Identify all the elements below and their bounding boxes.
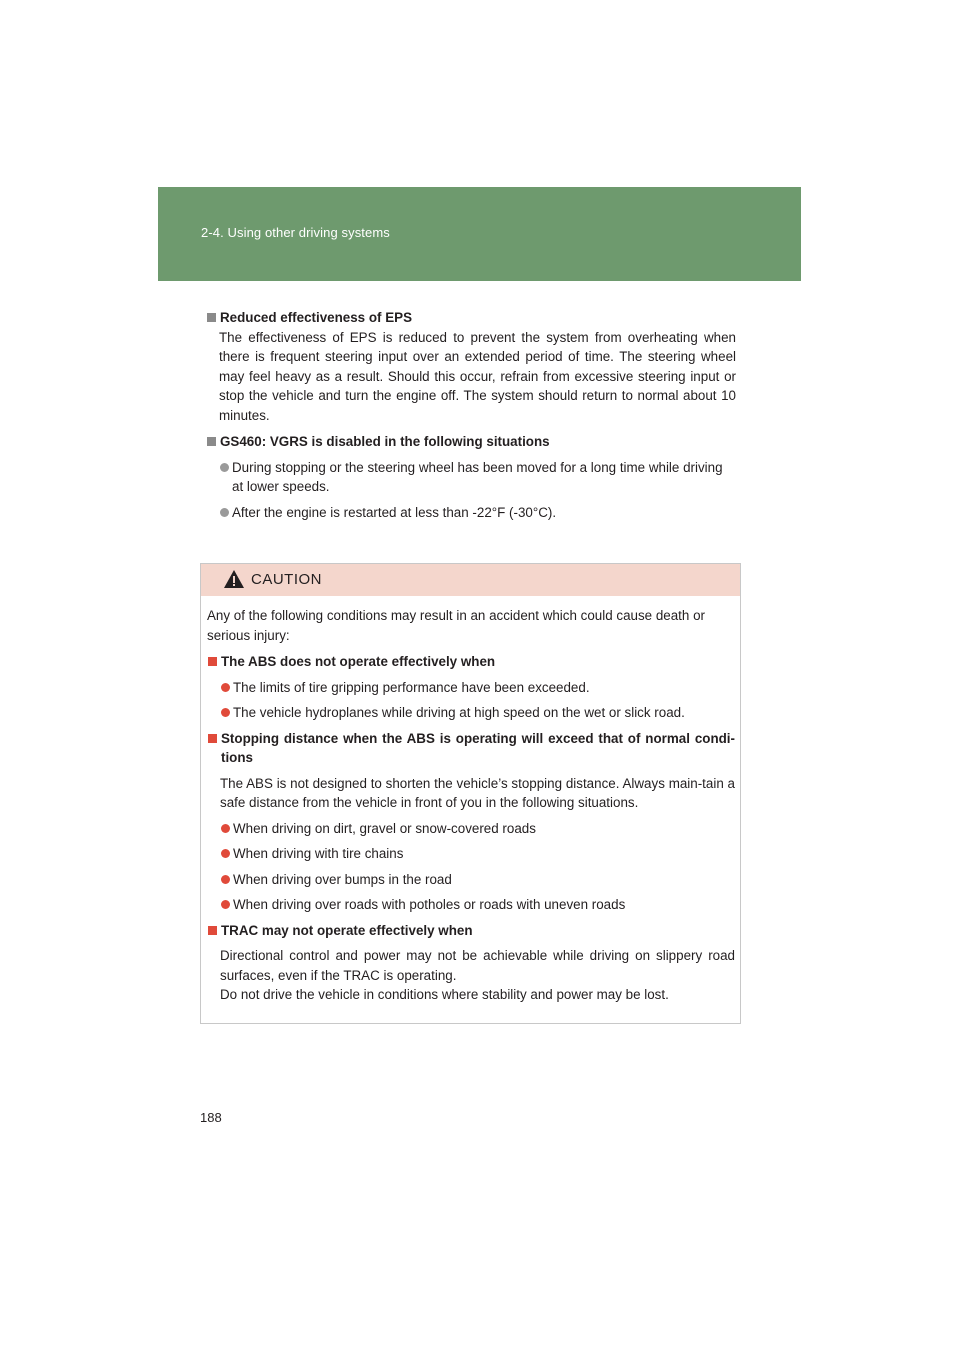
section-heading: GS460: VGRS is disabled in the following situations (206, 432, 736, 452)
square-bullet-icon (208, 657, 217, 666)
circle-bullet-icon (221, 900, 230, 909)
list-item: When driving with tire chains (220, 844, 735, 864)
section-eps (206, 308, 736, 425)
list-item: The limits of tire gripping performance have been exceeded. (220, 678, 735, 698)
main-content (206, 308, 736, 529)
circle-bullet-icon (221, 849, 230, 858)
list-item: When driving on dirt, gravel or snow-covered roads (220, 819, 735, 839)
caution-paragraph: The ABS is not designed to shorten the vehicle’s stopping distance. Always main-tain a safe distance from the vehicle in front of you in the following situations. (220, 775, 735, 810)
square-bullet-icon (207, 313, 216, 322)
section-heading: Reduced effectiveness of EPS (206, 308, 736, 328)
circle-bullet-icon (221, 683, 230, 692)
circle-bullet-icon (220, 463, 229, 472)
caution-label: CAUTION (251, 571, 322, 588)
caution-heading: TRAC may not operate effectively when (207, 921, 735, 941)
caution-body (207, 606, 735, 1011)
list-item: During stopping or the steering wheel has been moved for a long time while driving at lower speeds. (219, 458, 736, 497)
square-bullet-icon (208, 926, 217, 935)
caution-intro: Any of the following conditions may result in an accident which could cause death or serious injury: (207, 608, 705, 643)
caution-box (200, 563, 741, 1024)
section-paragraph: The effectiveness of EPS is reduced to prevent the system from overheating when there is frequent steering input over an extended period of time. The steering wheel may feel heavy as a result. Should this occur, refrain from excessive steering input or stop the vehicle and turn the engine off. The system should return to normal about 10 minutes. (219, 329, 736, 423)
caution-paragraph: Do not drive the vehicle in conditions where stability and power may be lost. (220, 987, 669, 1002)
circle-bullet-icon (221, 708, 230, 717)
list-item: When driving over bumps in the road (220, 870, 735, 890)
circle-bullet-icon (221, 875, 230, 884)
caution-paragraph: Directional control and power may not be achievable while driving on slippery road surfaces, even if the TRAC is operating. (220, 948, 735, 983)
section-title: 2-4. Using other driving systems (201, 225, 390, 240)
section-vgrs (206, 432, 736, 522)
list-item: The vehicle hydroplanes while driving at high speed on the wet or slick road. (220, 703, 735, 723)
list-item: After the engine is restarted at less than -22°F (-30°C). (219, 503, 736, 523)
warning-triangle-icon (223, 569, 245, 589)
page-number: 188 (200, 1110, 222, 1125)
square-bullet-icon (208, 734, 217, 743)
caution-heading: The ABS does not operate effectively when (207, 652, 735, 672)
square-bullet-icon (207, 437, 216, 446)
circle-bullet-icon (221, 824, 230, 833)
circle-bullet-icon (220, 508, 229, 517)
caution-header (201, 564, 740, 596)
caution-heading: Stopping distance when the ABS is operating will exceed that of normal condi-tions (207, 729, 735, 768)
list-item: When driving over roads with potholes or roads with uneven roads (220, 895, 735, 915)
